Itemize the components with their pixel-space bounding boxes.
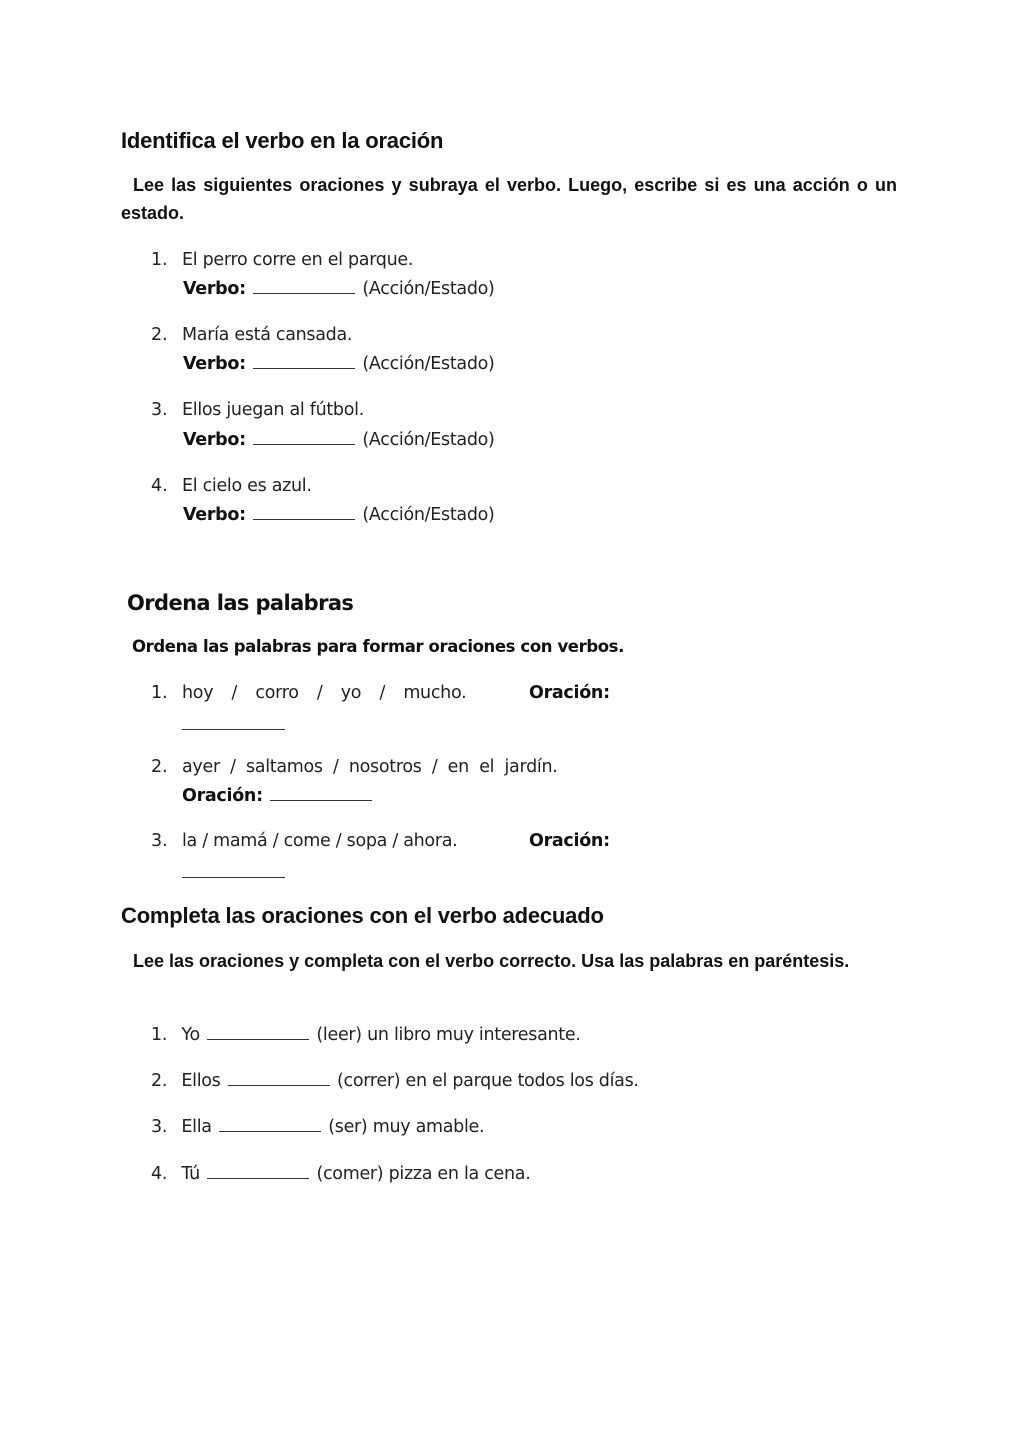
sentence-label: Oración:	[529, 831, 610, 851]
item-number: 4.	[151, 1164, 168, 1184]
item-sentence: El perro corre en el parque.	[182, 250, 414, 270]
verb-answer-line	[183, 428, 495, 452]
answer-blank[interactable]	[253, 518, 355, 520]
answer-blank[interactable]	[207, 1038, 309, 1040]
item-sentence: María está cansada.	[182, 325, 353, 345]
section-instructions-completa: Lee las oraciones y completa con el verbo correcto. Usa las palabras en paréntesis.	[133, 951, 850, 971]
answer-blank[interactable]	[253, 443, 355, 445]
verb-answer-line	[183, 352, 495, 376]
sentence-label: Oración:	[182, 786, 263, 806]
item-number: 3.	[151, 400, 168, 420]
list-item	[151, 1162, 530, 1186]
action-state-hint: (Acción/Estado)	[362, 430, 495, 450]
section-title-completa: Completa las oraciones con el verbo adecuado	[121, 903, 604, 928]
item-number: 1.	[151, 683, 168, 703]
sentence-end: (comer) pizza en la cena.	[316, 1164, 531, 1184]
answer-blank[interactable]	[253, 367, 355, 369]
answer-blank[interactable]	[253, 292, 355, 294]
item-sentence: El cielo es azul.	[182, 476, 312, 496]
action-state-hint: (Acción/Estado)	[362, 354, 495, 374]
sentence-answer-line	[182, 784, 374, 808]
answer-blank[interactable]	[228, 1084, 330, 1086]
answer-blank[interactable]	[182, 729, 285, 730]
section-instructions-identifica: Lee las siguientes oraciones y subraya el verbo. Luego, escribe si es una acción o un estado.	[121, 175, 897, 223]
answer-blank[interactable]	[270, 799, 372, 801]
action-state-hint: (Acción/Estado)	[362, 279, 495, 299]
item-number: 1.	[151, 1025, 168, 1045]
list-item	[151, 1115, 484, 1139]
section-title-identifica: Identifica el verbo en la oración	[121, 128, 444, 153]
verb-label: Verbo:	[183, 354, 246, 374]
item-number: 1.	[151, 250, 168, 270]
item-number: 4.	[151, 476, 168, 496]
item-number: 3.	[151, 831, 168, 851]
sentence-end: (correr) en el parque todos los días.	[337, 1071, 639, 1091]
sentence-label: Oración:	[529, 683, 610, 703]
item-sentence: Ellos juegan al fútbol.	[182, 400, 364, 420]
item-number: 2.	[151, 325, 168, 345]
item-number: 3.	[151, 1117, 168, 1137]
verb-answer-line	[183, 277, 495, 301]
answer-blank[interactable]	[182, 877, 285, 878]
list-item	[151, 1069, 639, 1093]
verb-label: Verbo:	[183, 505, 246, 525]
scrambled-words: hoy / corro / yo / mucho.	[182, 683, 467, 703]
scrambled-words: ayer / saltamos / nosotros / en el jardín.	[182, 757, 558, 777]
sentence-end: (leer) un libro muy interesante.	[316, 1025, 581, 1045]
section-title-ordena: Ordena las palabras	[127, 591, 354, 615]
list-item	[151, 1023, 581, 1047]
verb-label: Verbo:	[183, 430, 246, 450]
action-state-hint: (Acción/Estado)	[362, 505, 495, 525]
answer-blank[interactable]	[207, 1177, 309, 1179]
sentence-start: Tú	[181, 1164, 200, 1184]
item-number: 2.	[151, 1071, 168, 1091]
sentence-start: Ellos	[181, 1071, 221, 1091]
verb-label: Verbo:	[183, 279, 246, 299]
verb-answer-line	[183, 503, 495, 527]
sentence-start: Yo	[181, 1025, 200, 1045]
item-number: 2.	[151, 757, 168, 777]
sentence-end: (ser) muy amable.	[328, 1117, 485, 1137]
section-instructions-ordena: Ordena las palabras para formar oraciones con verbos.	[132, 637, 624, 656]
answer-blank[interactable]	[219, 1130, 321, 1132]
scrambled-words: la / mamá / come / sopa / ahora.	[182, 831, 458, 851]
sentence-start: Ella	[181, 1117, 212, 1137]
